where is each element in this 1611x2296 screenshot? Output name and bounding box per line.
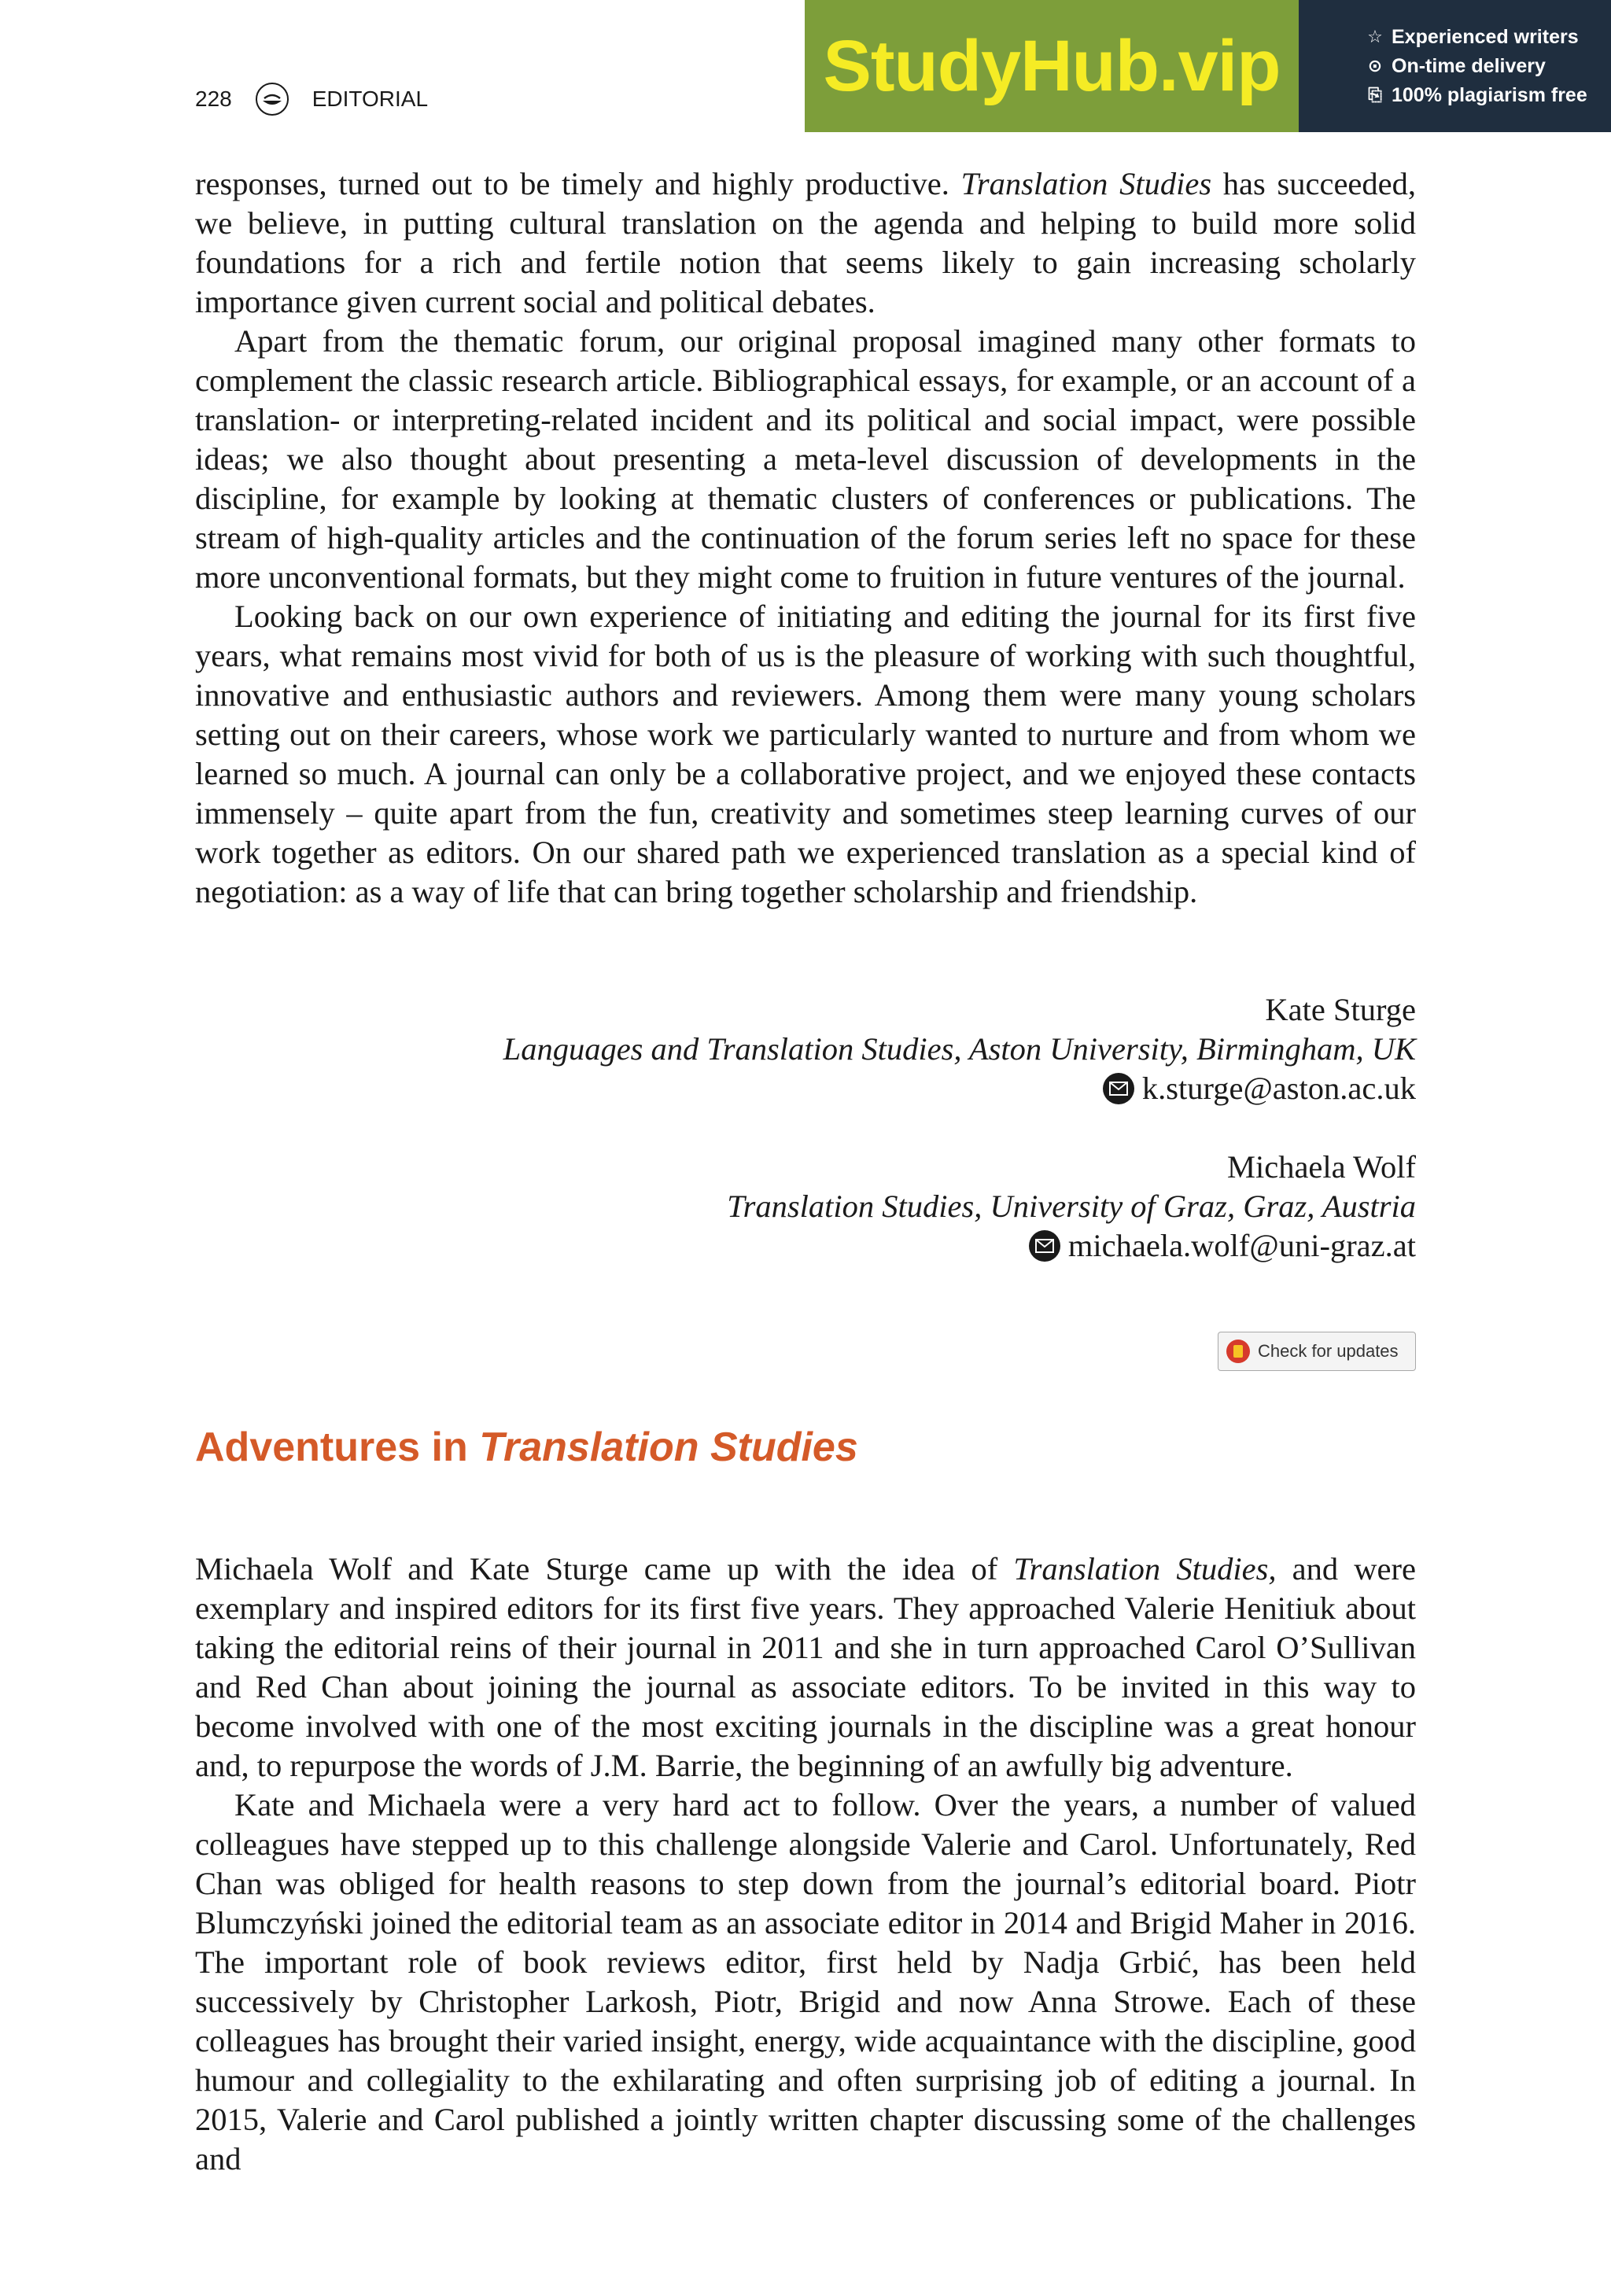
author-name: Kate Sturge [1265,992,1416,1027]
page-number: 228 [195,87,232,111]
journal-title: Translation Studies, [1013,1551,1277,1587]
feature-text: Experienced writers [1392,25,1579,48]
copy-check-icon: ⎘ [1368,85,1382,105]
article-title: Adventures in Translation Studies [195,1424,858,1470]
article-title-journal: Translation Studies [479,1424,858,1470]
author-email-row[interactable] [727,1226,1416,1266]
feature-item [1366,26,1611,49]
crossmark-icon [1226,1340,1250,1363]
section-label: EDITORIAL [312,87,429,111]
studyhub-banner[interactable] [805,0,1611,132]
feature-item [1366,55,1611,78]
banner-features [1299,0,1611,132]
feature-text: 100% plagiarism free [1392,83,1587,106]
paragraph: Kate and Michaela were a very hard act to follow. Over the years, a number of valued colleagues have stepped up to this challenge alongside Valerie and Carol. Unfortunately, Red Chan was obliged for health reasons to step down from the journal’s editorial board. Piotr Blumczyński joined the editorial team as an associate editor in 2014 and Brigid Maher in 2016. The important role of book reviews editor, first held by Nadja Grbić, has been held successively by Christopher Larkosh, Piotr, Brigid and now Anna Strowe. Each of these colleagues has brought their varied insight, energy, wide acquaintance with the discipline, good humour and collegiality to the exhilarating and often surprising job of editing a journal. In 2015, Valerie and Carol published a jointly written chapter discussing some of the challenges and [195,1787,1416,2176]
journal-title: Translation Studies [960,166,1212,201]
running-header [195,82,428,116]
author-email-link[interactable]: k.sturge@aston.ac.uk [1141,1071,1416,1106]
author-affiliation: Translation Studies, University of Graz, Graz, Austria [727,1189,1416,1224]
editorial-body [195,164,1416,912]
check-for-updates-button[interactable] [1218,1332,1416,1371]
feature-text: On-time delivery [1392,54,1546,77]
check-updates-label: Check for updates [1258,1341,1399,1361]
signature-block [503,990,1416,1108]
paragraph: Michaela Wolf and Kate Sturge came up with the idea of Translation Studies, and were exemplary and inspired editors for its first five years. They approached Valerie Henitiuk about taking the editorial reins of their journal in 2011 and she in turn approached Carol O’Sullivan and Red Chan about joining the journal as associate editors. To be invited in this way to become involved with one of the most exciting journals in the discipline was a great honour and, to repurpose the words of J.M. Barrie, the beginning of an awfully big adventure. [195,1551,1416,1783]
envelope-icon [1103,1073,1134,1104]
author-affiliation: Languages and Translation Studies, Aston University, Birmingham, UK [503,1031,1416,1067]
author-email-link[interactable]: michaela.wolf@uni-graz.at [1067,1228,1416,1263]
author-name: Michaela Wolf [1226,1149,1416,1185]
publisher-logo-icon [256,83,289,116]
paragraph: responses, turned out to be timely and highly productive. Translation Studies has succeeded, we believe, in putting cultural translation on the agenda and helping to build more solid foundations for a rich and fertile notion that seems likely to gain increasing scholarly importance given current social and political debates. [195,166,1417,319]
signature-block [727,1148,1416,1266]
clock-icon: ⊙ [1367,56,1383,76]
banner-brand: StudyHub.vip [823,25,1281,106]
feature-item [1366,84,1611,107]
envelope-icon [1029,1230,1060,1262]
paragraph: Apart from the thematic forum, our original proposal imagined many other formats to complement the classic research article. Bibliographical essays, for example, or an account of a translation- or interpreting-related incident and its political and social impact, were possible ideas; we also thought about presenting a meta-level discussion of developments in the discipline, for example by looking at thematic clusters of conferences or publications. The stream of high-quality articles and the continuation of the forum series left no space for these more unconventional formats, but they might come to fruition in future ventures of the journal. [195,323,1416,595]
star-icon: ☆ [1367,27,1383,46]
paragraph: Looking back on our own experience of initiating and editing the journal for its first five years, what remains most vivid for both of us is the pleasure of working with such thoughtful, innovative and enthusiastic authors and reviewers. Among them were many young scholars setting out on their careers, whose work we particularly wanted to nurture and from whom we learned so much. A journal can only be a collaborative project, and we enjoyed these contacts immensely – quite apart from the fun, creativity and sometimes steep learning curves of our work together as editors. On our shared path we experienced translation as a special kind of negotiation: as a way of life that can bring together scholarship and friendship. [195,599,1416,909]
author-email-row[interactable] [503,1069,1416,1108]
banner-brand-area[interactable] [805,0,1299,132]
article-body [195,1550,1416,2179]
